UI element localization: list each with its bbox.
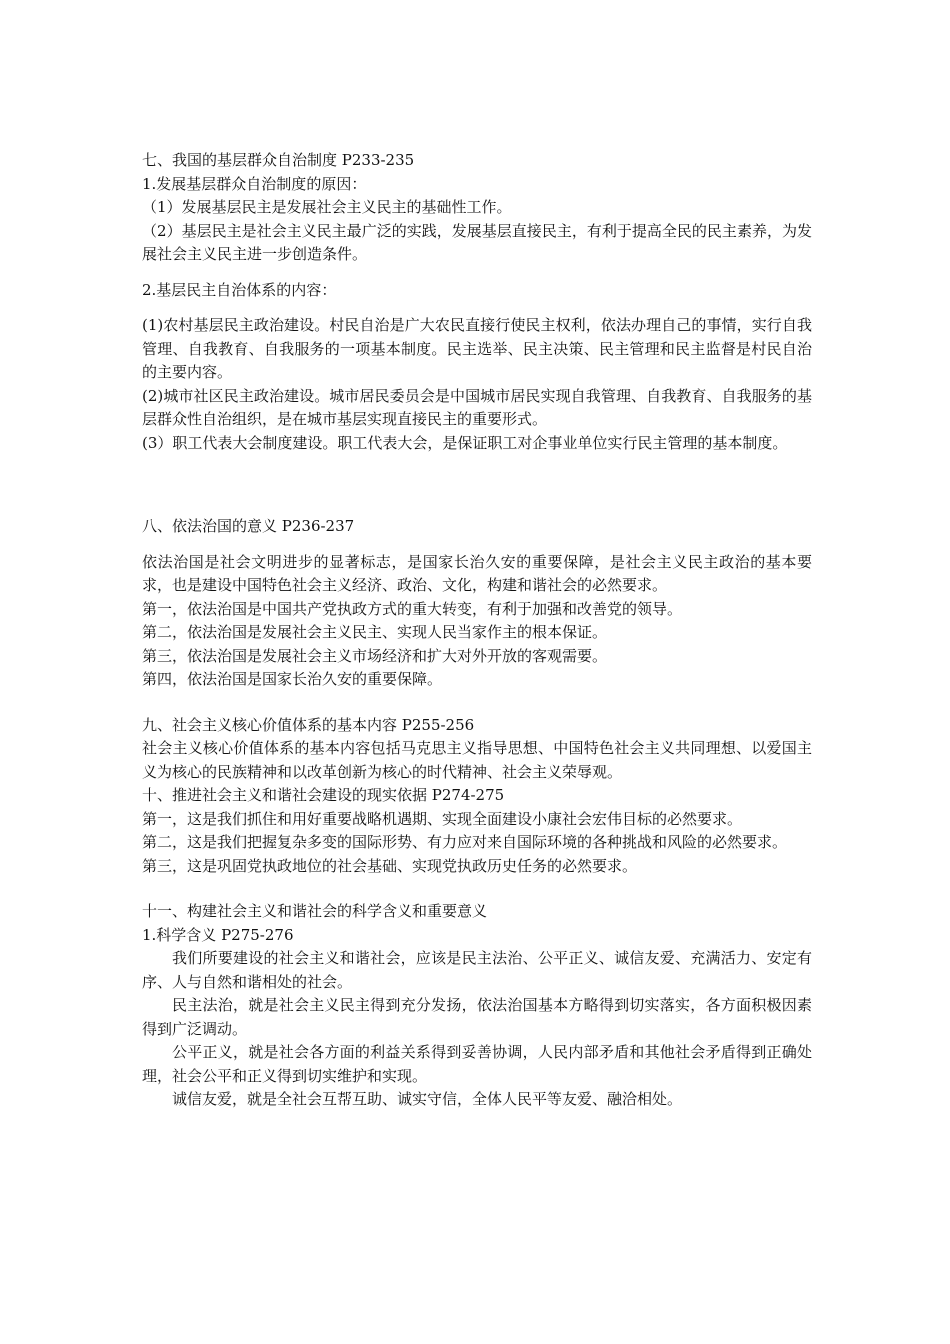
section-8-paragraph-4: 第三，依法治国是发展社会主义市场经济和扩大对外开放的客观需要。 <box>142 646 608 665</box>
section-9-heading: 九、社会主义核心价值体系的基本内容 P255-256 <box>142 715 475 734</box>
section-10-paragraph-1: 第一，这是我们抓住和用好重要战略机遇期、实现全面建设小康社会宏伟目标的必然要求。 <box>142 809 743 828</box>
section-10-heading: 十、推进社会主义和谐社会建设的现实依据 P274-275 <box>142 786 505 804</box>
section-8-heading: 八、依法治国的意义 P236-237 <box>142 517 355 535</box>
section-7-paragraph-4: (2)城市社区民主政治建设。城市居民委员会是中国城市居民实现自我管理、自我教育、自我服务的基层群众性自治组织，是在城市基层实现直接民主的重要形式。 <box>142 386 812 428</box>
section-11-paragraph-4: 诚信友爱，就是全社会互帮互助、诚实守信，全体人民平等友爱、融洽相处。 <box>172 1090 683 1108</box>
section-11-subheading-1: 1.科学含义 P275-276 <box>142 925 294 944</box>
section-11-heading: 十一、构建社会主义和谐社会的科学含义和重要意义 <box>142 902 488 920</box>
section-11-paragraph-2: 民主法治，就是社会主义民主得到充分发扬，依法治国基本方略得到切实落实，各方面积极因素得到广泛调动。 <box>142 996 812 1038</box>
section-10-paragraph-3: 第三，这是巩固党执政地位的社会基础、实现党执政历史任务的必然要求。 <box>142 856 638 875</box>
section-7-paragraph-2: （2）基层民主是社会主义民主最广泛的实践，发展基层直接民主，有利于提高全民的民主素养，为发展社会主义民主进一步创造条件。 <box>142 221 812 263</box>
section-8-paragraph-5: 第四，依法治国是国家长治久安的重要保障。 <box>142 670 443 688</box>
section-7-subheading-1: 1.发展基层群众自治制度的原因： <box>142 174 367 193</box>
document-page <box>142 149 812 1112</box>
section-7-paragraph-1: （1）发展基层民主是发展社会主义民主的基础性工作。 <box>142 198 512 216</box>
section-8-paragraph-2: 第一，依法治国是中国共产党执政方式的重大转变，有利于加强和改善党的领导。 <box>142 599 683 618</box>
section-7-paragraph-3: (1)农村基层民主政治建设。村民自治是广大农民直接行使民主权利，依法办理自己的事情，实行自我管理、自我教育、自我服务的一项基本制度。民主选举、民主决策、民主管理和民主监督是村民自治的主要内容。 <box>142 316 812 381</box>
section-7-subheading-2: 2.基层民主自治体系的内容： <box>142 280 337 299</box>
section-7-paragraph-5: (3）职工代表大会制度建设。职工代表大会，是保证职工对企事业单位实行民主管理的基本制度。 <box>142 433 788 452</box>
section-10-paragraph-2: 第二，这是我们把握复杂多变的国际形势、有力应对来自国际环境的各种挑战和风险的必然要求。 <box>142 833 788 851</box>
section-9-paragraph-1: 社会主义核心价值体系的基本内容包括马克思主义指导思想、中国特色社会主义共同理想、以爱国主义为核心的民族精神和以改革创新为核心的时代精神、社会主义荣辱观。 <box>142 739 812 781</box>
section-8-paragraph-3: 第二，依法治国是发展社会主义民主、实现人民当家作主的根本保证。 <box>142 623 608 641</box>
section-11-paragraph-3: 公平正义，就是社会各方面的利益关系得到妥善协调，人民内部矛盾和其他社会矛盾得到正确处理，社会公平和正义得到切实维护和实现。 <box>142 1043 812 1085</box>
section-11-paragraph-1: 我们所要建设的社会主义和谐社会，应该是民主法治、公平正义、诚信友爱、充满活力、安定有序、人与自然和谐相处的社会。 <box>142 949 812 991</box>
section-8-paragraph-1: 依法治国是社会文明进步的显著标志，是国家长治久安的重要保障，是社会主义民主政治的基本要求，也是建设中国特色社会主义经济、政治、文化，构建和谐社会的必然要求。 <box>142 552 812 594</box>
section-7-heading: 七、我国的基层群众自治制度 P233-235 <box>142 151 415 169</box>
